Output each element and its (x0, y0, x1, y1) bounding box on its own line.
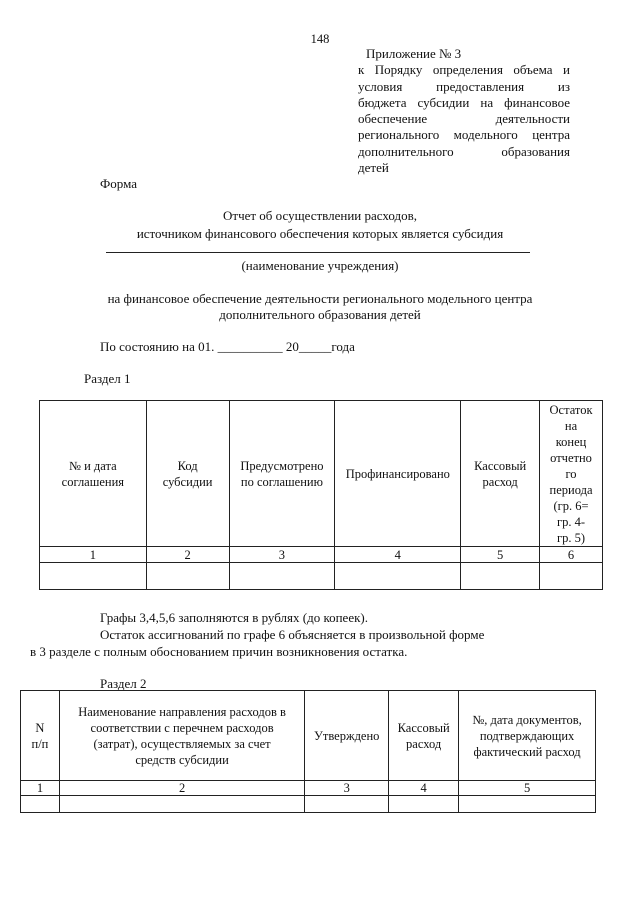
empty-cell (21, 796, 60, 813)
header-cell: Остаток на конец отчетно го периода (гр. 6= гр. 4- гр. 5) (540, 401, 603, 547)
table-row (21, 796, 596, 813)
empty-cell (59, 796, 304, 813)
header-cell: Кассовый расход (461, 401, 540, 547)
report-title-line2: источником финансового обеспечения которых является субсидия (136, 226, 504, 241)
column-number: 2 (146, 547, 229, 563)
column-number-row (40, 547, 603, 563)
header-cell: Утверждено (305, 691, 389, 781)
purpose-line2: дополнительного образования детей (219, 307, 421, 322)
empty-cell (459, 796, 596, 813)
column-number: 3 (305, 781, 389, 796)
appendix-block (358, 46, 570, 176)
appendix-line: к Порядку определения объема и (358, 62, 570, 78)
institution-name-line (106, 252, 530, 253)
column-number: 3 (229, 547, 335, 563)
as-of-date: По состоянию на 01. __________ 20_____года (100, 339, 355, 354)
column-number: 2 (59, 781, 304, 796)
header-cell: № и дата соглашения (40, 401, 147, 547)
empty-cell (540, 563, 603, 590)
header-cell: №, дата документов, подтверждающих фактический расход (459, 691, 596, 781)
form-label: Форма (100, 176, 137, 191)
column-number: 4 (389, 781, 459, 796)
note-line2: Остаток ассигнований по графе 6 объясняется в произвольной форме (100, 627, 485, 642)
table-header-row (21, 691, 596, 781)
column-number: 6 (540, 547, 603, 563)
empty-cell (335, 563, 461, 590)
note-line1: Графы 3,4,5,6 заполняются в рублях (до копеек). (100, 610, 368, 625)
column-number: 1 (40, 547, 147, 563)
empty-cell (146, 563, 229, 590)
empty-cell (305, 796, 389, 813)
header-cell: N п/п (21, 691, 60, 781)
column-number-row (21, 781, 596, 796)
column-number: 1 (21, 781, 60, 796)
header-cell: Код субсидии (146, 401, 229, 547)
appendix-line: условия предоставления из (358, 78, 570, 94)
institution-caption: (наименование учреждения) (241, 258, 399, 273)
note-line3: в 3 разделе с полным обоснованием причин возникновения остатка. (30, 644, 408, 659)
empty-cell (40, 563, 147, 590)
appendix-title: Приложение № 3 (366, 46, 462, 61)
header-cell: Наименование направления расходов в соответствии с перечнем расходов (затрат), осуществляемых за счет средств субсидии (59, 691, 304, 781)
section1-table (39, 400, 603, 590)
page-number: 148 (310, 32, 330, 46)
appendix-line: обеспечение деятельности (358, 111, 570, 127)
empty-cell (229, 563, 335, 590)
header-cell: Кассовый расход (389, 691, 459, 781)
section1-title: Раздел 1 (84, 371, 131, 386)
table-header-row (40, 401, 603, 547)
appendix-line: регионального модельного центра (358, 127, 570, 143)
empty-cell (461, 563, 540, 590)
table-row (40, 563, 603, 590)
report-title-line1: Отчет об осуществлении расходов, (223, 208, 417, 223)
header-cell: Профинансировано (335, 401, 461, 547)
column-number: 5 (459, 781, 596, 796)
appendix-line: детей (358, 160, 389, 176)
column-number: 4 (335, 547, 461, 563)
header-cell: Предусмотрено по соглашению (229, 401, 335, 547)
column-number: 5 (461, 547, 540, 563)
purpose-line1: на финансовое обеспечение деятельности регионального модельного центра (107, 291, 533, 306)
appendix-line: бюджета субсидии на финансовое (358, 94, 570, 110)
empty-cell (389, 796, 459, 813)
section2-title: Раздел 2 (100, 676, 147, 691)
appendix-line: дополнительного образования (358, 143, 570, 159)
section2-table (20, 690, 596, 813)
